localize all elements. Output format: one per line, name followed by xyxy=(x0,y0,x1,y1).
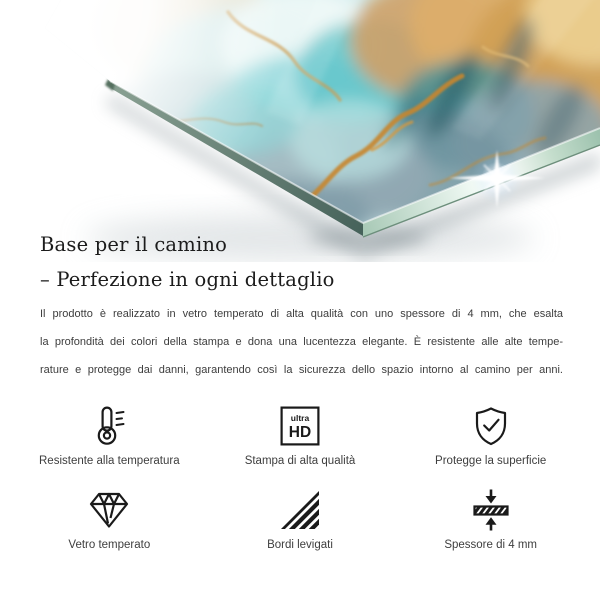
thickness-icon xyxy=(469,488,513,532)
feature-grid xyxy=(14,404,586,552)
diamond-icon xyxy=(87,488,131,532)
description-line-3: rature e protegge dai danni, garantendo così la sicurezza dello spazio intorno al camino per anni. xyxy=(40,364,563,376)
ultra-hd-icon xyxy=(278,404,322,448)
product-description xyxy=(40,300,563,384)
feature-print-quality xyxy=(205,404,396,468)
feature-label: Vetro temperato xyxy=(68,539,151,551)
ultra-hd-icon-text-bottom: HD xyxy=(288,424,312,441)
feature-label: Resistente alla temperatura xyxy=(39,455,180,467)
page-title xyxy=(40,227,560,297)
shield-check-icon xyxy=(469,404,513,448)
page-title-line-2: – Perfezione in ogni dettaglio xyxy=(40,268,335,291)
feature-polished-edges xyxy=(205,488,396,552)
description-line-1: Il prodotto è realizzato in vetro temperato di alta qualità con uno spessore di 4 mm, che esalta xyxy=(40,308,563,320)
feature-label: Stampa di alta qualità xyxy=(244,455,356,467)
feature-thickness xyxy=(395,488,586,552)
feature-label: Bordi levigati xyxy=(267,539,333,551)
product-image xyxy=(0,0,600,262)
feature-surface-protection xyxy=(395,404,586,468)
polished-edges-icon xyxy=(278,488,322,532)
page-title-line-1: Base per il camino xyxy=(40,233,228,256)
feature-label: Protegge la superficie xyxy=(435,455,547,467)
feature-label: Spessore di 4 mm xyxy=(444,539,537,551)
description-line-2: la profondità dei colori della stampa e dona una lucentezza elegante. È resistente alle alte tempe- xyxy=(40,336,563,348)
thermometer-icon xyxy=(87,404,131,448)
ultra-hd-icon-text-top: ultra xyxy=(290,413,310,423)
feature-temperature xyxy=(14,404,205,468)
feature-tempered-glass xyxy=(14,488,205,552)
